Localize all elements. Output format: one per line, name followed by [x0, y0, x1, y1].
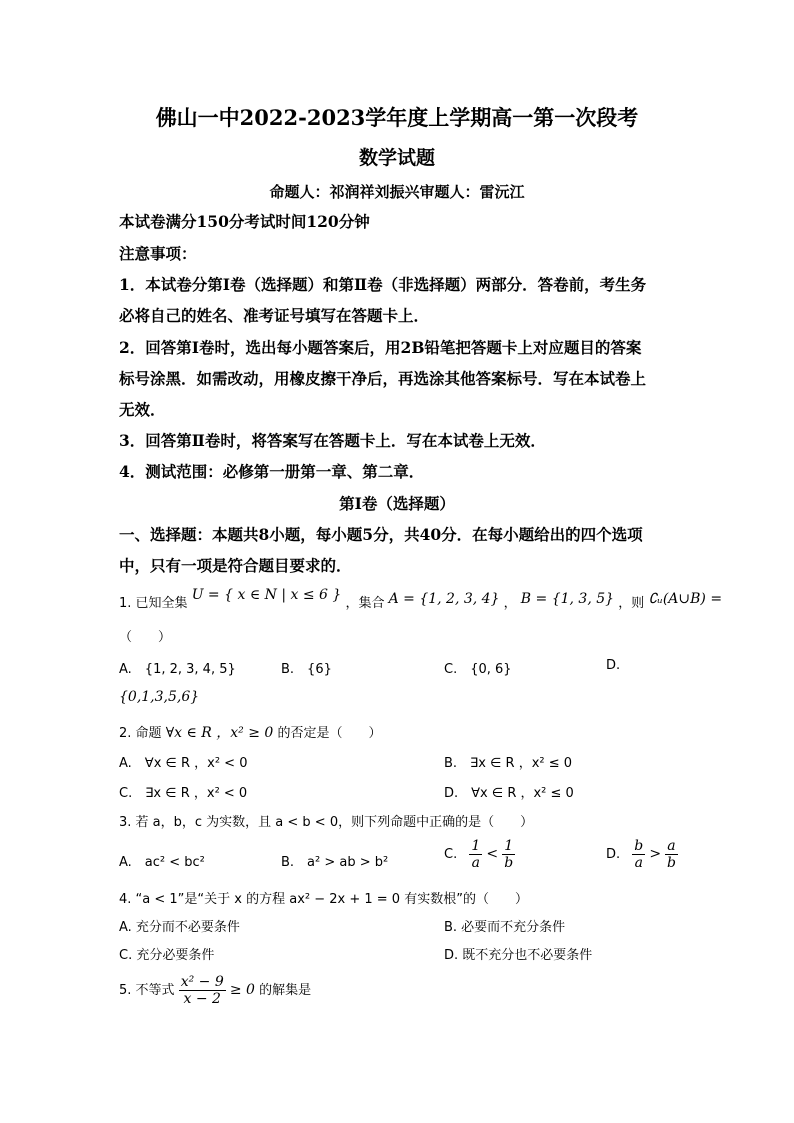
q3-c-relation: <: [486, 846, 499, 863]
q3-c-num2: 1: [504, 838, 514, 854]
question-3-stem: 3. 若 a，b，c 为实数，且 a < b < 0，则下列命题中正确的是（ ）: [119, 815, 534, 830]
q3-c-num1: 1: [471, 838, 481, 854]
q3-d-num2: a: [667, 838, 676, 854]
note-4: 4．测试范围：必修第一册第一章、第二章．: [119, 462, 425, 481]
page-subtitle: 数学试题: [358, 147, 435, 169]
q1-option-c: C. {0, 6}: [444, 662, 512, 677]
note-1-line-1: 1．本试卷分第Ⅰ卷（选择题）和第Ⅱ卷（非选择题）两部分．答卷前，考生务: [119, 275, 647, 294]
q1-universal-set: U = { x ∈ N | x ≤ 6 }: [191, 587, 342, 603]
q3-d-den2: b: [666, 855, 676, 872]
q5-prefix: 5. 不等式: [119, 983, 175, 999]
q1-option-d-value: {0,1,3,5,6}: [119, 689, 200, 705]
q3-option-d: [606, 838, 678, 871]
note-1-line-2: 必将自己的姓名、准考证号填写在答题卡上．: [119, 306, 430, 325]
page-title: 佛山一中2022-2023学年度上学期高一第一次段考: [155, 105, 639, 130]
q1-option-d-label: D.: [606, 658, 621, 673]
section-desc-line-1: 一、选择题：本题共8小题，每小题5分，共40分．在每小题给出的四个选项: [119, 525, 643, 544]
q1-option-b: B. {6}: [281, 662, 332, 677]
q1-set-a: A = {1, 2, 3, 4}: [388, 591, 500, 607]
exam-info: 本试卷满分150分考试时间120分钟: [119, 212, 370, 231]
q1-mid3: ，则: [618, 596, 645, 611]
q3-d-den1: a: [634, 855, 643, 872]
q2-text-a: 2. 命题: [119, 726, 162, 741]
question-5-stem: [119, 974, 311, 1007]
q2-option-d: D. ∀x ∈ R ，x² ≤ 0: [444, 786, 574, 801]
q3-c-den2: b: [504, 855, 514, 872]
q3-option-b: B. a² > ab > b²: [281, 855, 389, 870]
q5-suffix: 的解集是: [259, 983, 312, 999]
note-2-line-1: 2．回答第Ⅰ卷时，选出每小题答案后，用2B铅笔把答题卡上对应题目的答案: [119, 338, 642, 357]
notes-heading: 注意事项：: [119, 244, 197, 263]
section-title: 第Ⅰ卷（选择题）: [339, 494, 455, 513]
section-desc-line-2: 中，只有一项是符合题目要求的．: [119, 556, 352, 575]
q1-mid2: ，: [503, 596, 517, 611]
q2-proposition: ∀x ∈ R ，x² ≥ 0: [165, 725, 274, 741]
q4-option-a: A. 充分而不必要条件: [119, 920, 240, 935]
q1-expression: ∁ᵤ(A∪B) =: [648, 591, 723, 607]
question-4-stem: 4. “a < 1”是“关于 x 的方程 ax² − 2x + 1 = 0 有实数根”的（ ）: [119, 892, 528, 907]
question-1-stem: [119, 587, 723, 611]
note-3: 3．回答第Ⅱ卷时，将答案写在答题卡上．写在本试卷上无效．: [119, 431, 546, 450]
q3-d-relation: >: [649, 846, 662, 863]
q4-option-b: B. 必要而不充分条件: [444, 920, 566, 935]
q3-option-a: A. ac² < bc²: [119, 855, 205, 870]
q5-denominator: x − 2: [183, 991, 221, 1008]
q2-option-c: C. ∃x ∈ R ，x² < 0: [119, 786, 248, 801]
note-2-line-2: 标号涂黑．如需改动，用橡皮擦干净后，再选涂其他答案标号．写在本试卷上: [119, 369, 647, 388]
setters-line: 命题人：祁润祥刘振兴审题人：雷沅江: [269, 183, 525, 201]
q5-relation: ≥ 0: [229, 982, 255, 999]
q3-option-c-label: C.: [444, 847, 458, 863]
q1-set-b: B = {1, 3, 5}: [520, 591, 615, 607]
q1-prefix: 1. 已知全集: [119, 596, 188, 611]
q2-text-b: 的否定是（ ）: [277, 726, 382, 741]
q5-numerator: x² − 9: [180, 974, 224, 990]
q3-d-fraction-2: [665, 838, 677, 871]
q3-option-d-label: D.: [606, 847, 621, 863]
q3-d-fraction-1: [632, 838, 645, 871]
question-2-stem: [119, 722, 382, 742]
q2-option-b: B. ∃x ∈ R ，x² ≤ 0: [444, 756, 573, 771]
note-2-line-3: 无效．: [119, 400, 166, 419]
q1-answer-blank: （ ）: [119, 630, 172, 645]
q3-d-num1: b: [634, 838, 644, 854]
q2-option-a: A. ∀x ∈ R ，x² < 0: [119, 756, 248, 771]
q3-option-c: [444, 838, 515, 871]
q1-mid1: ，集合: [345, 596, 385, 611]
q3-c-den1: a: [471, 855, 480, 872]
q3-c-fraction-1: [469, 838, 482, 871]
q3-c-fraction-2: [502, 838, 515, 871]
q4-option-c: C. 充分必要条件: [119, 948, 215, 963]
q5-fraction: [179, 974, 226, 1007]
q4-option-d: D. 既不充分也不必要条件: [444, 948, 593, 963]
q1-option-a: A. {1, 2, 3, 4, 5}: [119, 662, 236, 677]
